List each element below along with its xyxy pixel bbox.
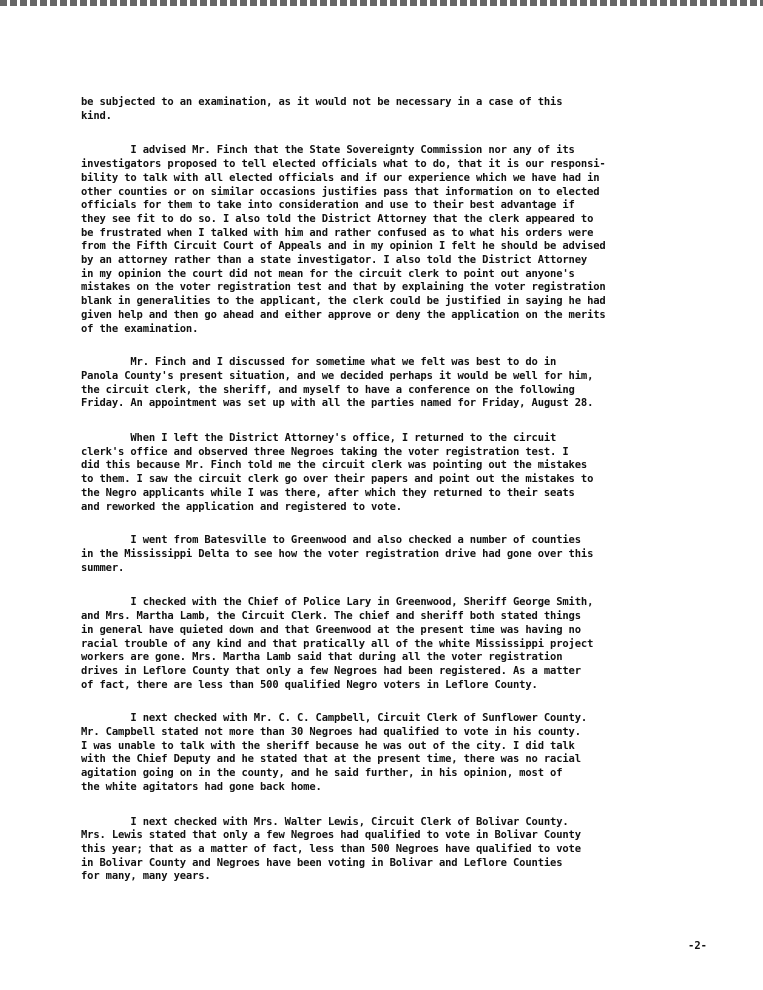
text-line: with the Chief Deputy and he stated that at the present time, there was no racial xyxy=(81,753,581,766)
text-line: racial trouble of any kind and that pratically all of the white Mississippi project xyxy=(81,637,594,650)
text-line: in the Mississippi Delta to see how the voter registration drive had gone over this xyxy=(81,547,594,560)
text-line: kind. xyxy=(81,109,112,122)
text-line: I was unable to talk with the sheriff because he was out of the city. I did talk xyxy=(81,739,575,752)
top-border-strip xyxy=(0,0,763,6)
document-body xyxy=(81,96,721,884)
page-number: -2- xyxy=(688,940,707,952)
text-line: the white agitators had gone back home. xyxy=(81,780,322,793)
text-line: from the Fifth Circuit Court of Appeals and in my opinion I felt he should be advised xyxy=(81,240,606,253)
text-line: in Bolivar County and Negroes have been voting in Bolivar and Leflore Counties xyxy=(81,856,563,869)
text-line: given help and then go ahead and either approve or deny the application on the merits xyxy=(81,308,606,321)
text-line: be frustrated when I talked with him and rather confused as to what his orders were xyxy=(81,226,594,239)
paragraph xyxy=(81,534,721,575)
text-line: workers are gone. Mrs. Martha Lamb said that during all the voter registration xyxy=(81,651,563,664)
paragraph xyxy=(81,432,721,514)
text-line: I went from Batesville to Greenwood and also checked a number of counties xyxy=(81,534,581,547)
text-line: for many, many years. xyxy=(81,870,211,883)
paragraph xyxy=(81,356,721,411)
text-line: they see fit to do so. I also told the District Attorney that the clerk appeared to xyxy=(81,212,594,225)
text-line: Mr. Campbell stated not more than 30 Negroes had qualified to vote in his county. xyxy=(81,726,581,739)
text-line: Panola County's present situation, and we decided perhaps it would be well for him, xyxy=(81,369,594,382)
paragraph xyxy=(81,144,721,336)
text-line: in general have quieted down and that Greenwood at the present time was having no xyxy=(81,623,581,636)
text-line: drives in Leflore County that only a few Negroes had been registered. As a matter xyxy=(81,664,581,677)
paragraph xyxy=(81,816,721,885)
text-line: investigators proposed to tell elected officials what to do, that it is our responsi- xyxy=(81,158,606,171)
text-line: officials for them to take into consideration and use to their best advantage if xyxy=(81,199,575,212)
text-line: Friday. An appointment was set up with all the parties named for Friday, August 28. xyxy=(81,397,594,410)
text-line: of fact, there are less than 500 qualified Negro voters in Leflore County. xyxy=(81,678,538,691)
text-line: When I left the District Attorney's office, I returned to the circuit xyxy=(81,432,557,445)
text-line: of the examination. xyxy=(81,322,199,335)
text-line: other counties or on similar occasions justifies pass that information on to elected xyxy=(81,185,600,198)
text-line: bility to talk with all elected officials and if our experience which we have had in xyxy=(81,171,600,184)
text-line: and Mrs. Martha Lamb, the Circuit Clerk. The chief and sheriff both stated things xyxy=(81,610,581,623)
text-line: did this because Mr. Finch told me the circuit clerk was pointing out the mistakes xyxy=(81,459,588,472)
text-line: I next checked with Mrs. Walter Lewis, Circuit Clerk of Bolivar County. xyxy=(81,815,569,828)
paragraph xyxy=(81,712,721,794)
text-line: Mrs. Lewis stated that only a few Negroes had qualified to vote in Bolivar County xyxy=(81,829,581,842)
text-line: agitation going on in the county, and he said further, in his opinion, most of xyxy=(81,767,563,780)
text-line: I checked with the Chief of Police Lary in Greenwood, Sheriff George Smith, xyxy=(81,596,594,609)
paragraph xyxy=(81,596,721,692)
text-line: I next checked with Mr. C. C. Campbell, Circuit Clerk of Sunflower County. xyxy=(81,712,588,725)
text-line: the Negro applicants while I was there, after which they returned to their seats xyxy=(81,486,575,499)
text-line: mistakes on the voter registration test and that by explaining the voter registration xyxy=(81,281,606,294)
text-line: be subjected to an examination, as it would not be necessary in a case of this xyxy=(81,96,563,108)
text-line: in my opinion the court did not mean for the circuit clerk to point out anyone's xyxy=(81,267,575,280)
text-line: the circuit clerk, the sheriff, and myself to have a conference on the following xyxy=(81,383,575,396)
text-line: to them. I saw the circuit clerk go over their papers and point out the mistakes to xyxy=(81,473,594,486)
text-line: blank in generalities to the applicant, the clerk could be justified in saying he had xyxy=(81,295,606,308)
text-line: this year; that as a matter of fact, less than 500 Negroes have qualified to vote xyxy=(81,842,581,855)
paragraph xyxy=(81,96,721,123)
text-line: I advised Mr. Finch that the State Sovereignty Commission nor any of its xyxy=(81,144,575,157)
text-line: by an attorney rather than a state investigator. I also told the District Attorney xyxy=(81,254,588,267)
text-line: and reworked the application and registered to vote. xyxy=(81,500,402,513)
text-line: clerk's office and observed three Negroes taking the voter registration test. I xyxy=(81,445,569,458)
text-line: summer. xyxy=(81,561,125,574)
text-line: Mr. Finch and I discussed for sometime what we felt was best to do in xyxy=(81,356,557,369)
